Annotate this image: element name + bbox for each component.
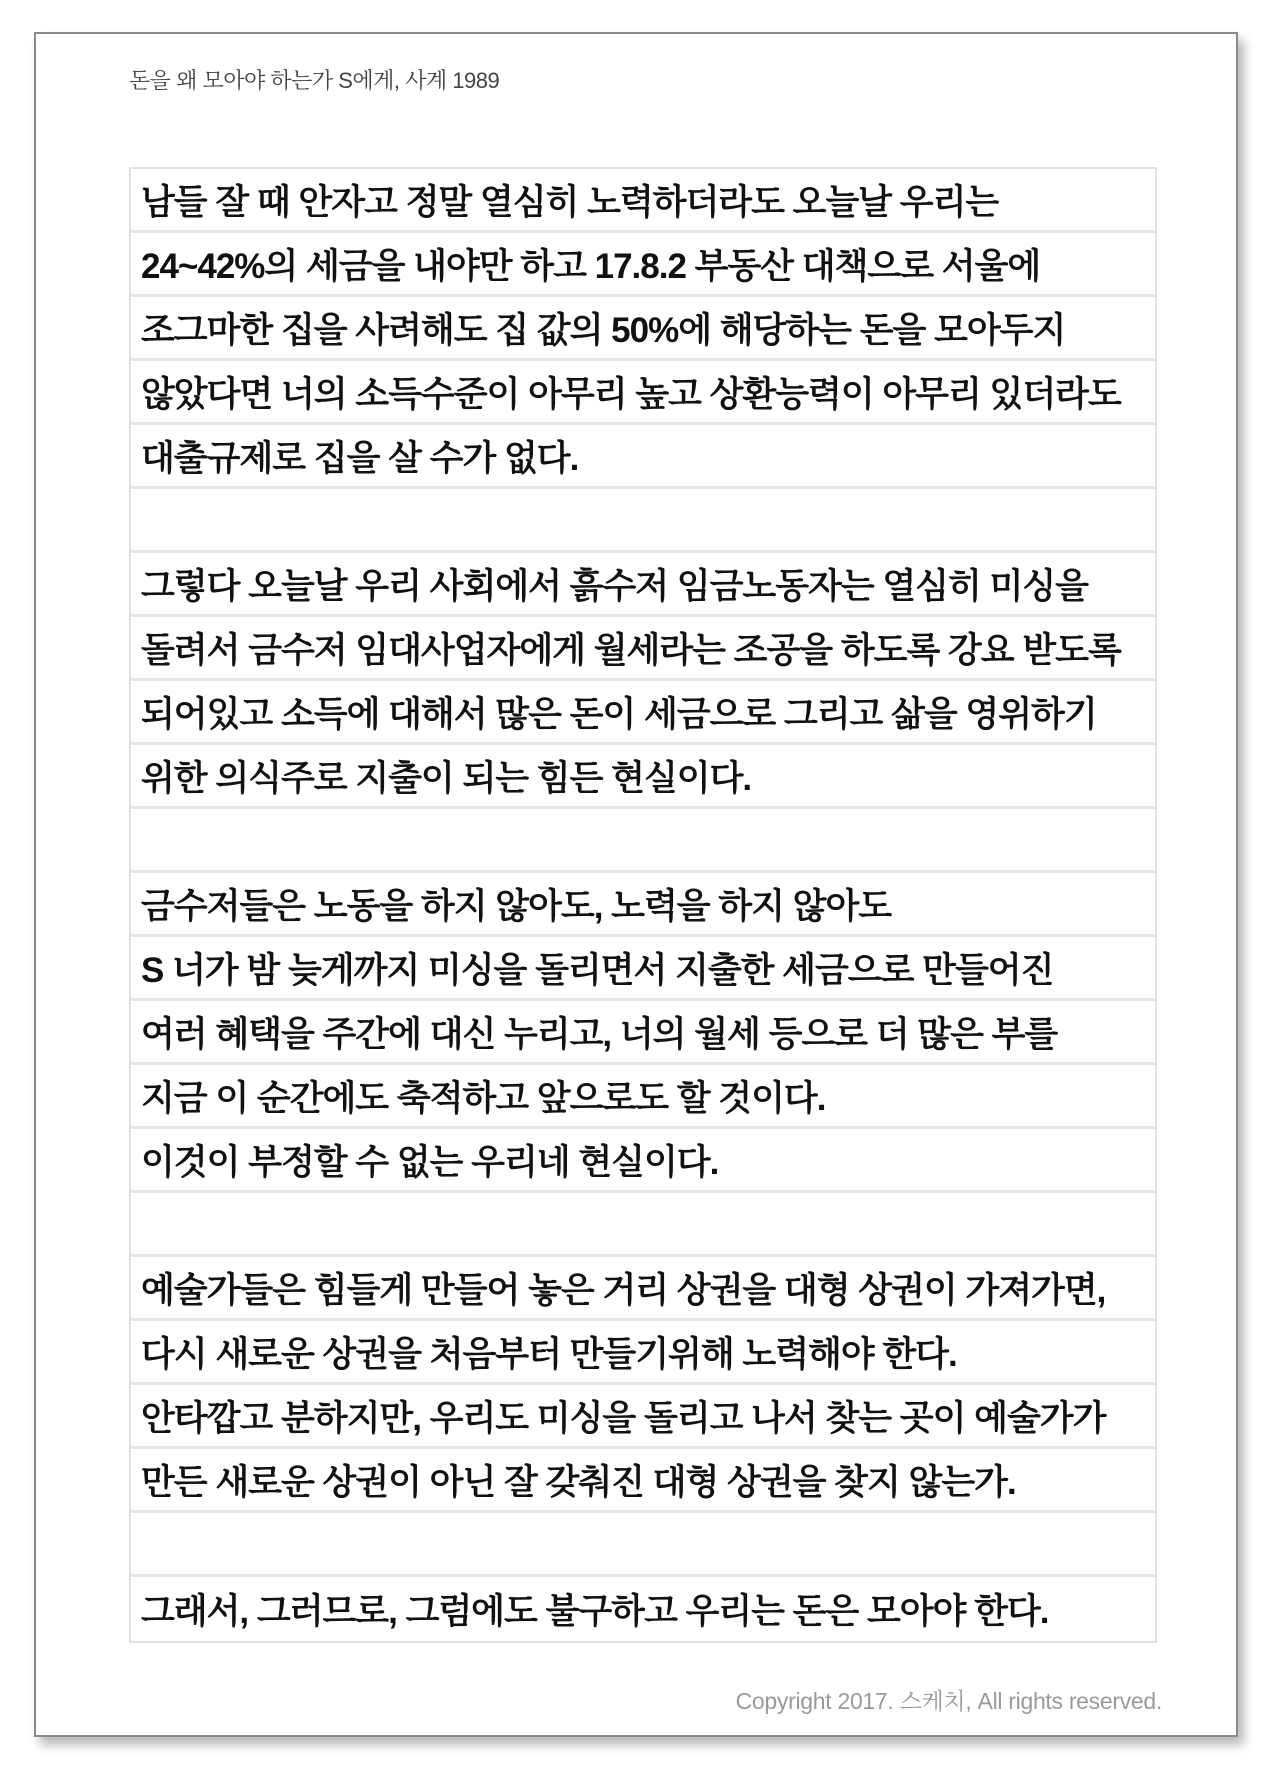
document-title: 돈을 왜 모아야 하는가 S에게, 사계 1989 (129, 68, 500, 93)
text-line: 되어있고 소득에 대해서 많은 돈이 세금으로 그리고 삶을 영위하기 (131, 681, 1155, 745)
blank-line (131, 809, 1155, 873)
text-line: 24~42%의 세금을 내야만 하고 17.8.2 부동산 대책으로 서울에 (131, 233, 1155, 297)
text-line: 않았다면 너의 소득수준이 아무리 높고 상환능력이 아무리 있더라도 (131, 361, 1155, 425)
text-line: 대출규제로 집을 살 수가 없다. (131, 425, 1155, 489)
text-line: 남들 잘 때 안자고 정말 열심히 노력하더라도 오늘날 우리는 (131, 169, 1155, 233)
copyright-notice: Copyright 2017. 스케치, All rights reserved. (735, 1688, 1162, 1714)
text-line: S 너가 밤 늦게까지 미싱을 돌리면서 지출한 세금으로 만들어진 (131, 937, 1155, 1001)
text-line: 그렇다 오늘날 우리 사회에서 흙수저 임금노동자는 열심히 미싱을 (131, 553, 1155, 617)
lined-text-table (129, 167, 1157, 1643)
text-line: 돌려서 금수저 임대사업자에게 월세라는 조공을 하도록 강요 받도록 (131, 617, 1155, 681)
text-line: 위한 의식주로 지출이 되는 힘든 현실이다. (131, 745, 1155, 809)
blank-line (131, 1193, 1155, 1257)
blank-line (131, 489, 1155, 553)
text-line: 여러 혜택을 주간에 대신 누리고, 너의 월세 등으로 더 많은 부를 (131, 1001, 1155, 1065)
text-line: 다시 새로운 상권을 처음부터 만들기위해 노력해야 한다. (131, 1321, 1155, 1385)
blank-line (131, 1513, 1155, 1577)
text-line: 이것이 부정할 수 없는 우리네 현실이다. (131, 1129, 1155, 1193)
text-line: 금수저들은 노동을 하지 않아도, 노력을 하지 않아도 (131, 873, 1155, 937)
text-line: 만든 새로운 상권이 아닌 잘 갖춰진 대형 상권을 찾지 않는가. (131, 1449, 1155, 1513)
text-line: 그래서, 그러므로, 그럼에도 불구하고 우리는 돈은 모아야 한다. (141, 1592, 1049, 1631)
text-line: 조그마한 집을 사려해도 집 값의 50%에 해당하는 돈을 모아두지 (131, 297, 1155, 361)
text-line: 안타깝고 분하지만, 우리도 미싱을 돌리고 나서 찾는 곳이 예술가가 (131, 1385, 1155, 1449)
text-line: 지금 이 순간에도 축적하고 앞으로도 할 것이다. (131, 1065, 1155, 1129)
document-page (34, 32, 1238, 1737)
text-line: 예술가들은 힘들게 만들어 놓은 거리 상권을 대형 상권이 가져가면, (131, 1257, 1155, 1321)
